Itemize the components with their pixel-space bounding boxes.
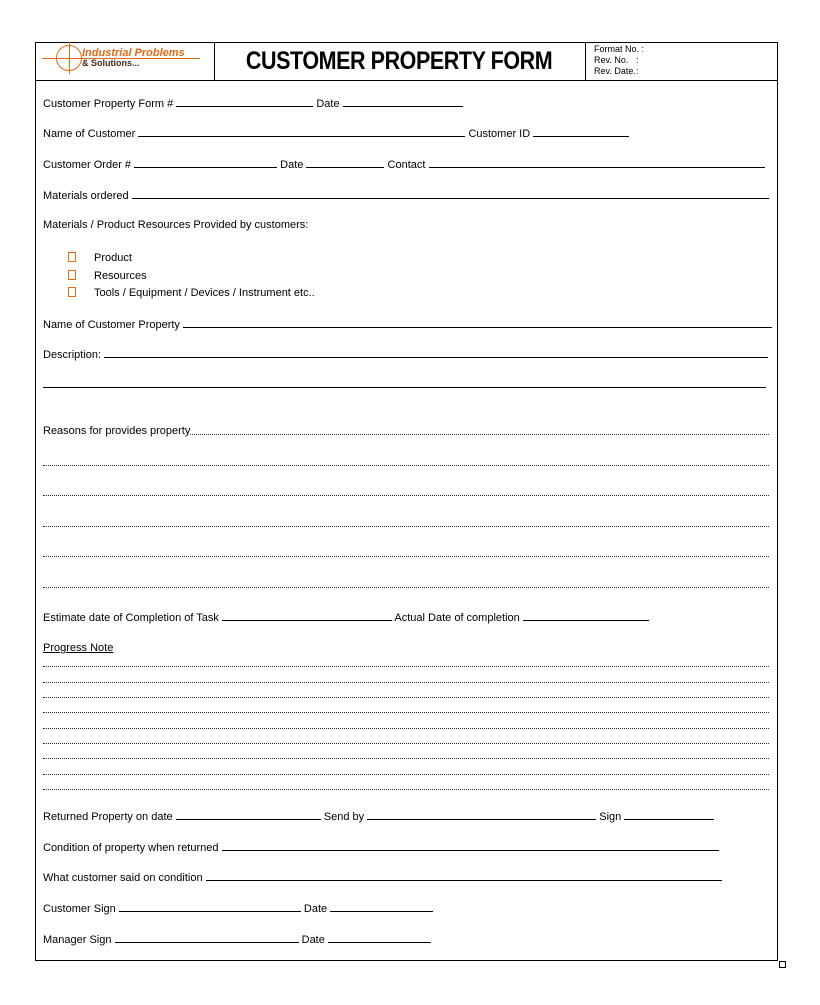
- title-cell: [214, 43, 586, 80]
- reasons-line-6[interactable]: [43, 575, 769, 588]
- description-field-2[interactable]: [43, 377, 766, 388]
- rev-date-colon: :: [636, 66, 639, 76]
- progress-line-8[interactable]: [43, 762, 769, 775]
- manager-sign-label: Manager Sign: [43, 934, 112, 946]
- materials-ordered-label: Materials ordered: [43, 190, 129, 202]
- form-number-field[interactable]: [176, 96, 313, 107]
- property-name-row: [43, 317, 772, 332]
- option-tools-label: Tools / Equipment / Devices / Instrument etc..: [94, 287, 315, 299]
- customer-name-row: [43, 126, 629, 141]
- option-tools[interactable]: [68, 286, 315, 300]
- manager-sign-date-field[interactable]: [328, 932, 431, 943]
- progress-line-6[interactable]: [43, 731, 769, 744]
- contact-label: Contact: [387, 159, 426, 171]
- option-resources[interactable]: [68, 269, 147, 283]
- customer-sign-field[interactable]: [119, 901, 301, 912]
- customer-sign-label: Customer Sign: [43, 903, 116, 915]
- order-date-field[interactable]: [306, 157, 384, 168]
- rev-no-colon: :: [636, 55, 639, 65]
- progress-line-1[interactable]: [43, 654, 769, 667]
- property-name-field[interactable]: [183, 317, 772, 328]
- reasons-label: Reasons for provides property: [43, 425, 191, 437]
- checkbox-icon[interactable]: [68, 270, 76, 280]
- description-label: Description:: [43, 349, 102, 361]
- customer-name-label: Name of Customer: [43, 128, 136, 140]
- format-no-label: Format No. :: [594, 44, 645, 54]
- progress-line-4[interactable]: [43, 700, 769, 713]
- form-number-row: [43, 96, 463, 111]
- customer-sign-date-label: Date: [303, 903, 328, 915]
- condition-row: [43, 840, 719, 855]
- checkbox-icon[interactable]: [68, 252, 76, 262]
- customer-id-field[interactable]: [533, 126, 629, 137]
- description-field[interactable]: [104, 347, 768, 358]
- progress-line-9[interactable]: [43, 777, 769, 790]
- form-title: CUSTOMER PROPERTY FORM: [246, 47, 553, 75]
- actual-date-label: Actual Date of completion: [394, 612, 520, 624]
- reasons-line-2[interactable]: [43, 453, 769, 466]
- option-product-label: Product: [94, 252, 132, 264]
- company-logo: [36, 43, 215, 80]
- estimate-date-label: Estimate date of Completion of Task: [43, 612, 219, 624]
- provided-heading: Materials / Product Resources Provided by customers:: [43, 219, 309, 231]
- customer-said-field[interactable]: [206, 870, 722, 881]
- customer-said-label: What customer said on condition: [43, 872, 203, 884]
- completion-dates-row: [43, 610, 649, 625]
- logo-text-secondary: & Solutions...: [82, 58, 140, 68]
- progress-line-5[interactable]: [43, 716, 769, 729]
- condition-field[interactable]: [222, 840, 719, 851]
- manager-sign-row: [43, 932, 431, 947]
- manager-sign-date-label: Date: [301, 934, 325, 946]
- logo-text-primary: Industrial Problems: [82, 47, 185, 59]
- description-line-2: [43, 377, 766, 392]
- manager-sign-field[interactable]: [115, 932, 299, 943]
- actual-date-field[interactable]: [523, 610, 649, 621]
- returned-date-label: Returned Property on date: [43, 811, 173, 823]
- send-by-field[interactable]: [367, 809, 596, 820]
- materials-ordered-field[interactable]: [132, 188, 769, 199]
- checkbox-icon[interactable]: [68, 287, 76, 297]
- materials-ordered-row: [43, 188, 769, 203]
- progress-line-7[interactable]: [43, 746, 769, 759]
- property-name-label: Name of Customer Property: [43, 319, 180, 331]
- returned-date-field[interactable]: [176, 809, 321, 820]
- form-date-label: Date: [316, 98, 340, 110]
- customer-order-field[interactable]: [134, 157, 277, 168]
- resize-handle[interactable]: [779, 961, 786, 968]
- returned-row: [43, 809, 714, 824]
- customer-id-label: Customer ID: [468, 128, 531, 140]
- description-row: [43, 347, 768, 362]
- send-by-label: Send by: [323, 811, 365, 823]
- document-meta: [585, 43, 777, 80]
- reasons-line-5[interactable]: [43, 544, 769, 557]
- customer-name-field[interactable]: [138, 126, 465, 137]
- form-number-label: Customer Property Form #: [43, 98, 174, 110]
- customer-order-row: [43, 157, 765, 172]
- sign-field[interactable]: [624, 809, 714, 820]
- contact-field[interactable]: [429, 157, 765, 168]
- reasons-line-4[interactable]: [43, 514, 769, 527]
- rev-date-label: Rev. Date.: [594, 66, 636, 76]
- reasons-line-3[interactable]: [43, 483, 769, 496]
- option-resources-label: Resources: [94, 270, 147, 282]
- form-date-field[interactable]: [343, 96, 463, 107]
- form-header: [36, 43, 777, 81]
- condition-label: Condition of property when returned: [43, 842, 219, 854]
- order-date-label: Date: [280, 159, 304, 171]
- sign-label: Sign: [599, 811, 622, 823]
- progress-note-heading: Progress Note: [43, 642, 114, 654]
- customer-said-row: [43, 870, 722, 885]
- customer-sign-row: [43, 901, 433, 916]
- customer-order-label: Customer Order #: [43, 159, 132, 171]
- option-product[interactable]: [68, 251, 132, 265]
- customer-sign-date-field[interactable]: [330, 901, 433, 912]
- progress-line-2[interactable]: [43, 670, 769, 683]
- progress-line-3[interactable]: [43, 685, 769, 698]
- reasons-line-1[interactable]: [190, 422, 769, 435]
- reasons-row: [43, 424, 190, 438]
- form-frame: [35, 42, 778, 961]
- estimate-date-field[interactable]: [222, 610, 392, 621]
- rev-no-label: Rev. No.: [594, 55, 629, 65]
